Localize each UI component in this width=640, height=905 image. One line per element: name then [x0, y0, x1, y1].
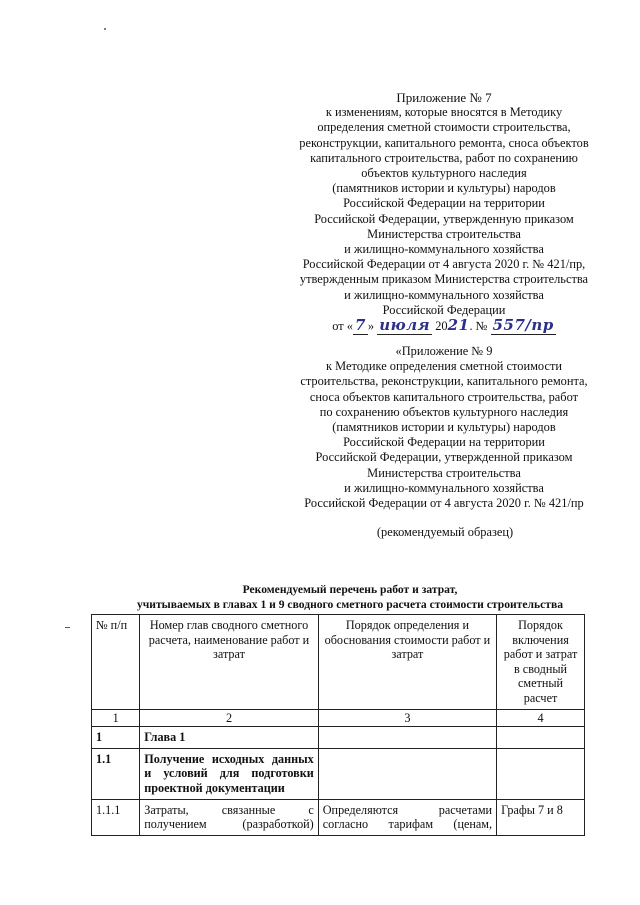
appendix-9-block: [278, 344, 610, 511]
appendix-7-block: [278, 90, 610, 335]
appendix-7-line: утвержденным приказом Министерства строительства: [299, 272, 589, 287]
row-inclusion-cell: [497, 727, 585, 749]
scan-speck: [104, 28, 106, 30]
order-year-handwritten: 21: [447, 316, 470, 335]
appendix-7-line: (памятников истории и культуры) народов: [332, 181, 556, 196]
order-date-mid: »: [367, 319, 375, 334]
appendix-9-line: к Методике определения сметной стоимости: [326, 359, 562, 374]
sample-label: (рекомендуемый образец): [376, 525, 514, 539]
appendix-9-line: Российской Федерации, утвержденной приказом: [315, 450, 573, 465]
appendix-9-line: строительства, реконструкции, капитального ремонта,: [300, 374, 588, 389]
appendix-9-line: Российской Федерации на территории: [343, 435, 545, 450]
column-number-cell: 3: [318, 709, 496, 727]
header-cell-number: № п/п: [92, 615, 140, 710]
table-column-numbers-row: [92, 709, 585, 727]
order-month-handwritten: июля: [379, 316, 431, 335]
table-row: [92, 748, 585, 799]
appendix-7-line: Российской Федерации, утвержденную приказом: [314, 211, 574, 226]
appendix-7-line: Российской Федерации: [382, 302, 506, 317]
appendix-7-line: к изменениям, которые вносятся в Методику: [325, 105, 563, 120]
header-cell-method: Порядок определения и обоснования стоимости работ и затрат: [318, 615, 496, 710]
scan-mark: [65, 627, 70, 628]
list-title-line-2: учитываемых в главах 1 и 9 сводного сметного расчета стоимости строительства: [136, 598, 564, 611]
row-inclusion-cell: [497, 748, 585, 799]
appendix-9-line: Российской Федерации от 4 августа 2020 г. № 421/пр: [304, 496, 584, 511]
table-row: [92, 799, 585, 835]
table-row: [92, 727, 585, 749]
appendix-7-line: Министерства строительства: [367, 226, 521, 241]
works-costs-table: [91, 614, 585, 836]
appendix-7-title: Приложение № 7: [396, 90, 492, 105]
header-cell-inclusion: Порядок включения работ и затрат в сводный сметный расчет: [497, 615, 585, 710]
table-header-row: [92, 615, 585, 710]
row-method-cell: [318, 727, 496, 749]
row-method-cell: [318, 748, 496, 799]
appendix-7-line: капитального строительства, работ по сохранению: [310, 150, 578, 165]
appendix-9-line: по сохранению объектов культурного наследия: [319, 404, 569, 419]
appendix-7-line: реконструкции, капитального ремонта, сноса объектов: [299, 135, 589, 150]
row-name-cell: Получение исходных данных и условий для подготовки проектной документации: [140, 748, 319, 799]
appendix-7-line: и жилищно-коммунального хозяйства: [344, 287, 544, 302]
appendix-9-line: и жилищно-коммунального хозяйства: [344, 480, 544, 495]
order-number-handwritten: 557/пр: [492, 316, 554, 335]
column-number-cell: 1: [92, 709, 140, 727]
appendix-7-line: Российской Федерации на территории: [343, 196, 545, 211]
row-number-cell: 1: [92, 727, 140, 749]
order-date-line: [278, 318, 610, 335]
column-number-cell: 2: [140, 709, 319, 727]
row-number-cell: 1.1: [92, 748, 140, 799]
appendix-9-line: Министерства строительства: [367, 465, 521, 480]
appendix-7-line: Российской Федерации от 4 августа 2020 г. № 421/пр,: [302, 257, 586, 272]
row-number-cell: 1.1.1: [92, 799, 140, 835]
order-number-prefix: . №: [469, 319, 488, 334]
column-number-cell: 4: [497, 709, 585, 727]
order-day-handwritten: 7: [354, 316, 366, 335]
header-cell-name: Номер глав сводного сметного расчета, наименование работ и затрат: [140, 615, 319, 710]
order-year-prefix: 20: [435, 319, 448, 334]
order-date-prefix: от «: [332, 319, 353, 334]
appendix-7-line: определения сметной стоимости строительства,: [317, 120, 571, 135]
appendix-9-line: «Приложение № 9: [395, 344, 493, 358]
appendix-9-line: (памятников истории и культуры) народов: [332, 420, 556, 435]
appendix-9-line: сноса объектов капитального строительства, работ: [309, 389, 579, 404]
appendix-7-line: и жилищно-коммунального хозяйства: [344, 242, 544, 257]
row-method-cell: Определяются расчетами согласно тарифам (ценам,: [318, 799, 496, 835]
row-inclusion-cell: Графы 7 и 8: [497, 799, 585, 835]
row-name-cell: Глава 1: [140, 727, 319, 749]
list-title: [80, 582, 620, 612]
appendix-7-line: объектов культурного наследия: [361, 166, 527, 181]
list-title-line-1: Рекомендуемый перечень работ и затрат,: [242, 583, 458, 596]
row-name-cell: Затраты, связанные с получением (разработкой): [140, 799, 319, 835]
